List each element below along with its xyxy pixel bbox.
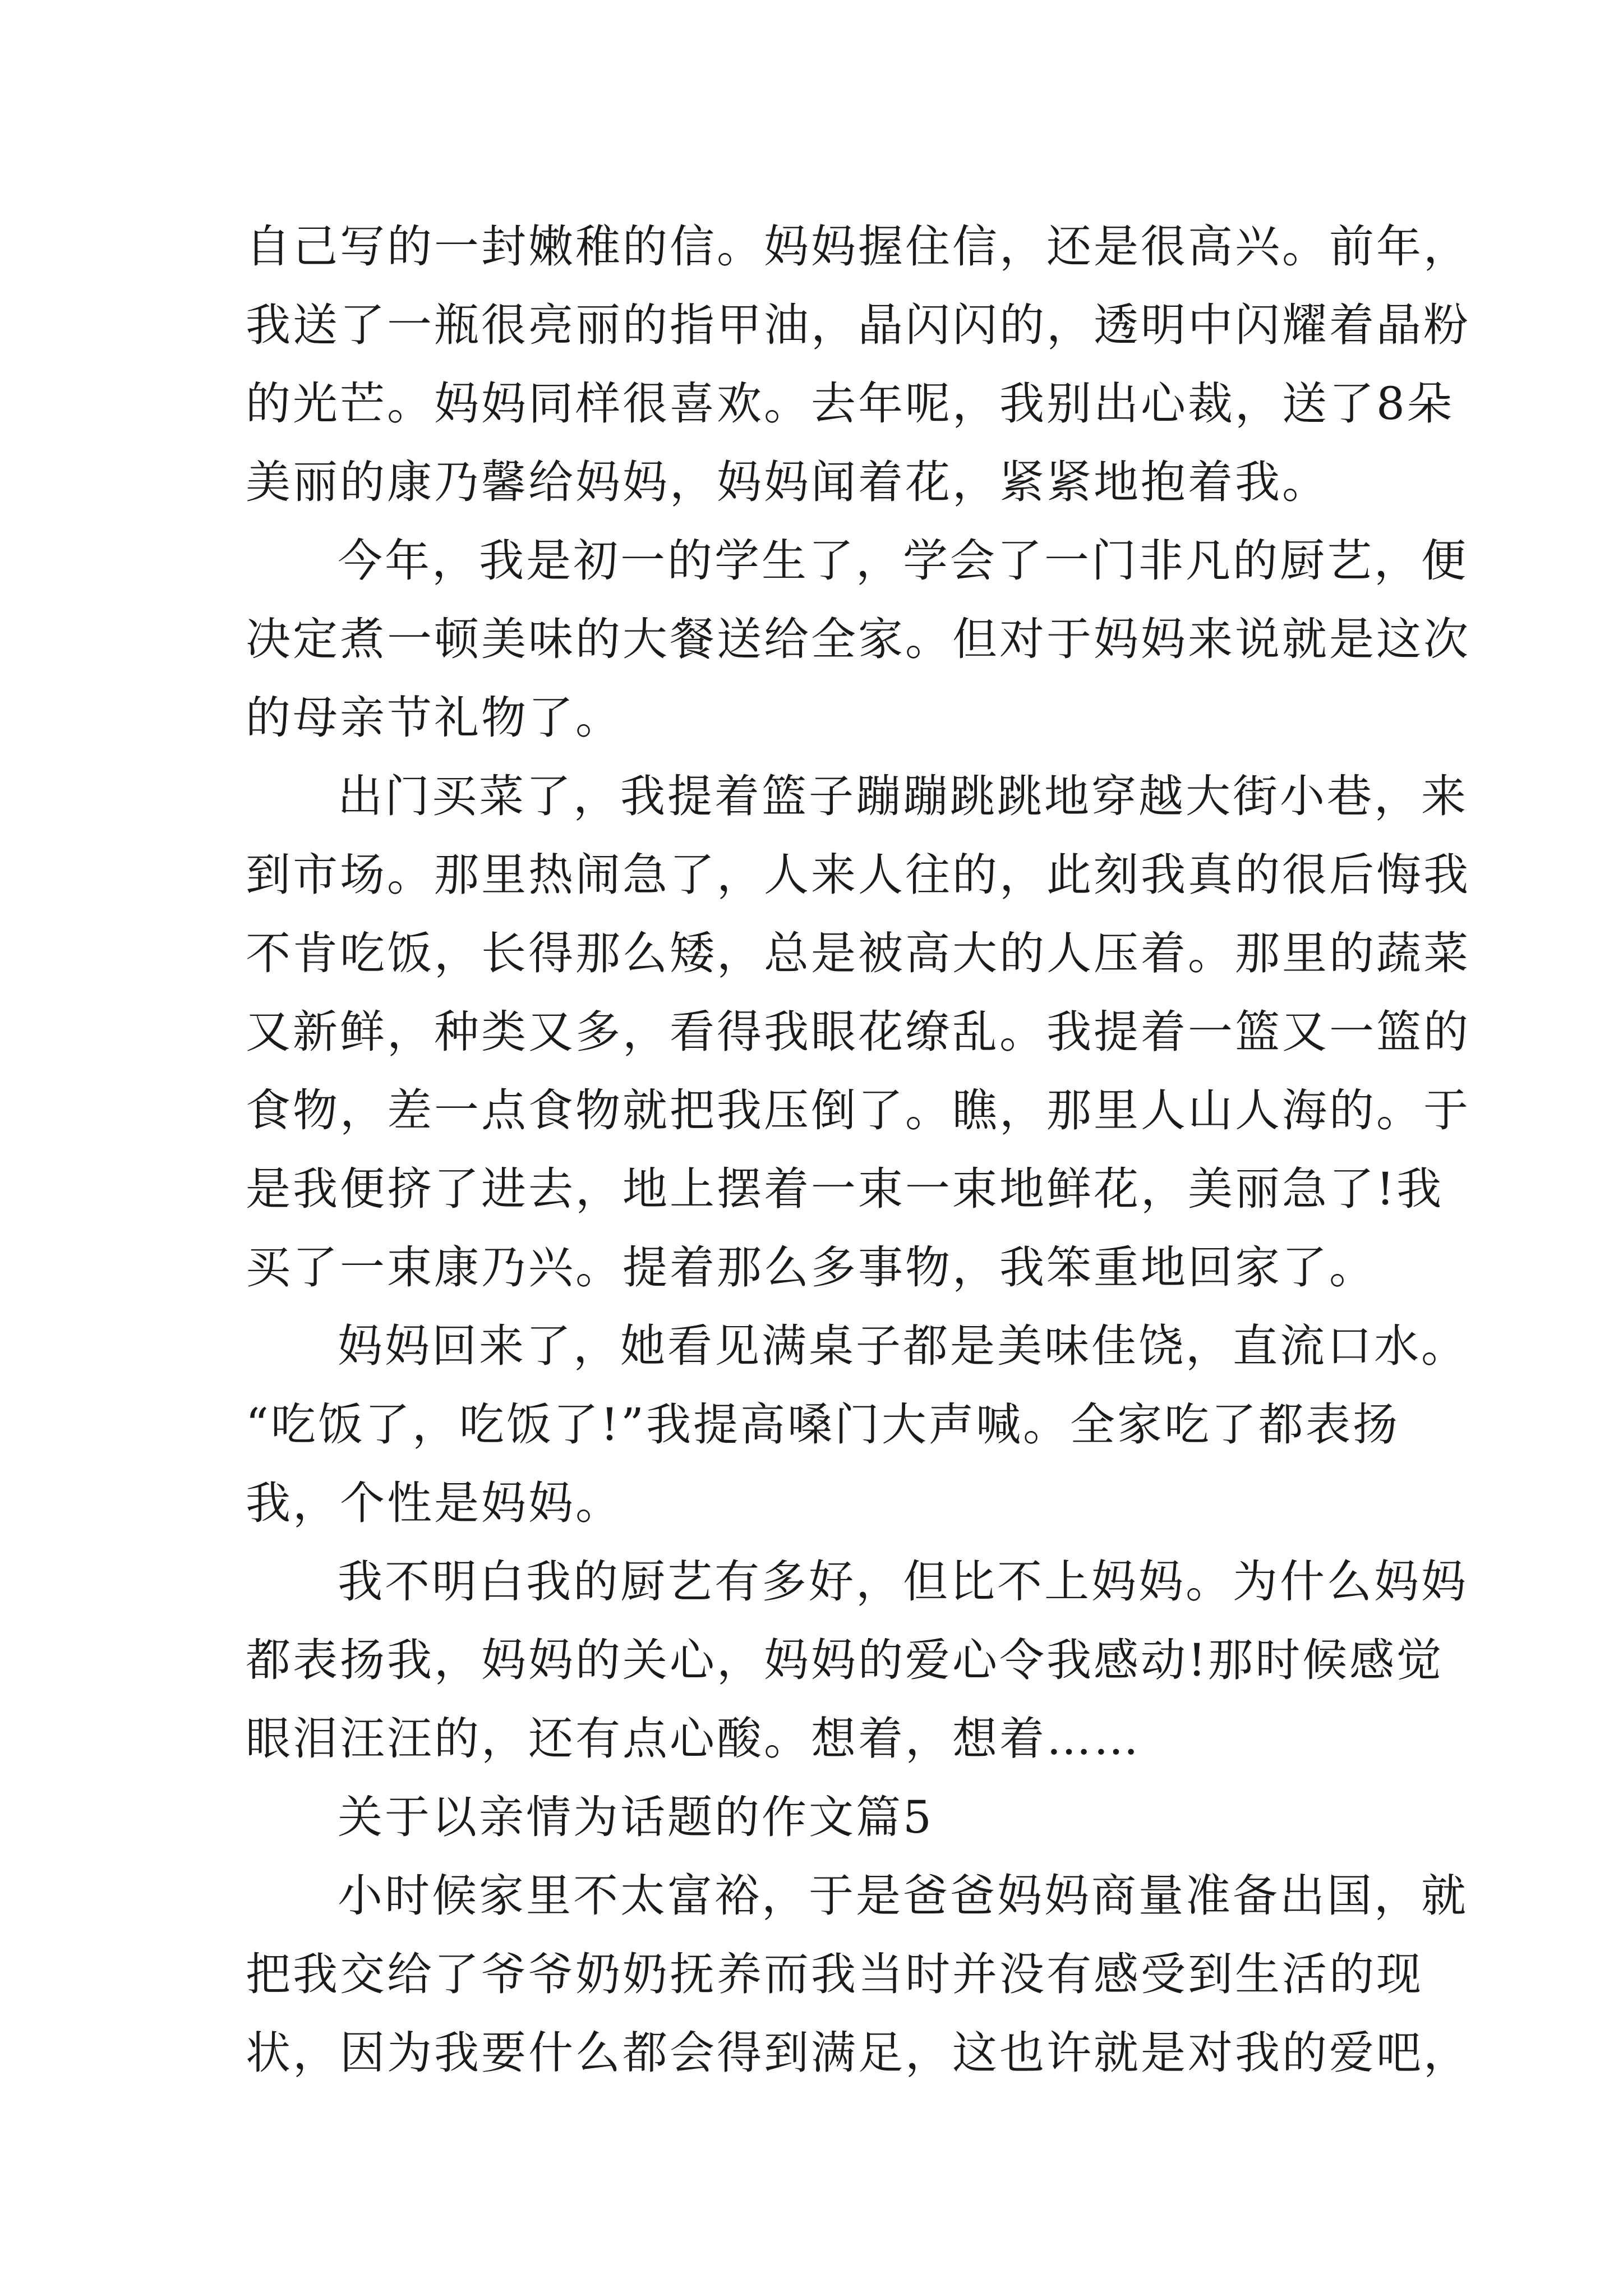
- text-line: 美丽的康乃馨给妈妈，妈妈闻着花，紧紧地抱着我。: [246, 456, 1329, 508]
- text-line: 买了一束康乃兴。提着那么多事物，我笨重地回家了。: [246, 1241, 1376, 1294]
- paragraph-first-line: 小时候家里不太富裕，于是爸爸妈妈商量准备出国，就: [338, 1870, 1468, 1922]
- text-line: 状，因为我要什么都会得到满足，这也许就是对我的爱吧，: [246, 2027, 1470, 2079]
- text-line: 不肯吃饭，长得那么矮，总是被高大的人压着。那里的蔬菜: [246, 927, 1470, 979]
- section-heading: 关于以亲情为话题的作文篇5: [338, 1791, 934, 1843]
- text-line: 的光芒。妈妈同样很喜欢。去年呢，我别出心裁，送了8朵: [246, 378, 1454, 430]
- text-line: 都表扬我，妈妈的关心，妈妈的爱心令我感动!那时候感觉: [246, 1634, 1444, 1686]
- paragraph-first-line: 我不明白我的厨艺有多好，但比不上妈妈。为什么妈妈: [338, 1556, 1468, 1608]
- text-line: 食物，差一点食物就把我压倒了。瞧，那里人山人海的。于: [246, 1084, 1470, 1137]
- text-line: 是我便挤了进去，地上摆着一束一束地鲜花，美丽急了!我: [246, 1163, 1444, 1215]
- text-line: 把我交给了爷爷奶奶抚养而我当时并没有感受到生活的现: [246, 1948, 1423, 2000]
- paragraph-first-line: 出门买菜了，我提着篮子蹦蹦跳跳地穿越大街小巷，来: [338, 770, 1468, 822]
- paragraph-first-line: 妈妈回来了，她看见满桌子都是美味佳饶，直流口水。: [338, 1320, 1468, 1372]
- text-line: 的母亲节礼物了。: [246, 692, 623, 744]
- text-line: 自己写的一封嫩稚的信。妈妈握住信，还是很高兴。前年，: [246, 220, 1470, 273]
- text-line: 眼泪汪汪的，还有点心酸。想着，想着……: [246, 1713, 1141, 1765]
- essay-body: [246, 208, 1470, 2092]
- text-line: 又新鲜，种类又多，看得我眼花缭乱。我提着一篮又一篮的: [246, 1006, 1470, 1058]
- text-line: 我，个性是妈妈。: [246, 1477, 623, 1529]
- text-line: “吃饭了，吃饭了!”我提高嗓门大声喊。全家吃了都表扬: [246, 1398, 1400, 1451]
- paragraph-first-line: 今年，我是初一的学生了，学会了一门非凡的厨艺，便: [338, 535, 1468, 587]
- text-line: 到市场。那里热闹急了，人来人往的，此刻我真的很后悔我: [246, 849, 1470, 901]
- text-line: 我送了一瓶很亮丽的指甲油，晶闪闪的，透明中闪耀着晶粉: [246, 299, 1470, 351]
- text-line: 决定煮一顿美味的大餐送给全家。但对于妈妈来说就是这次: [246, 613, 1470, 665]
